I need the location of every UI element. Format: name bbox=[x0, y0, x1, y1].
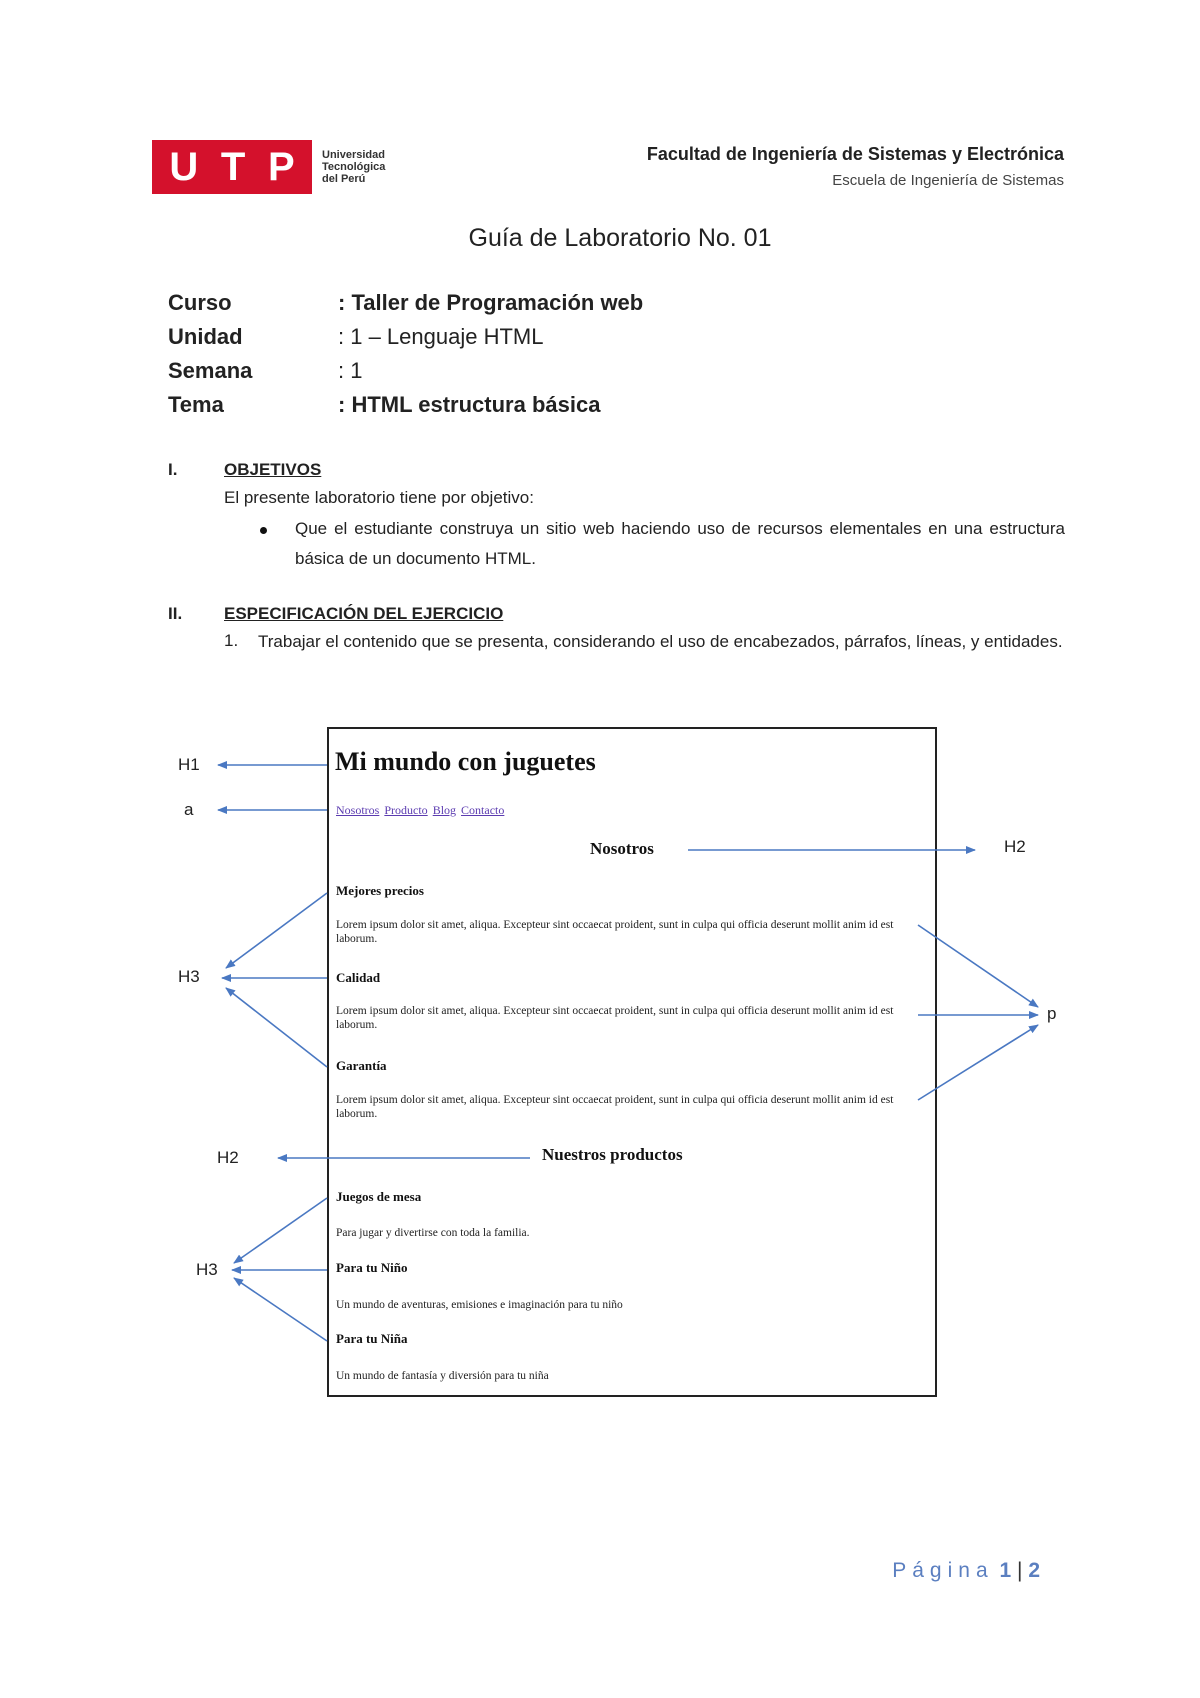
school-name: Escuela de Ingeniería de Sistemas bbox=[832, 172, 1064, 189]
info-value: : 1 bbox=[338, 358, 363, 383]
annotation-h1: H1 bbox=[178, 755, 200, 774]
page-separator: | bbox=[1017, 1559, 1023, 1582]
page-current: 1 bbox=[999, 1559, 1012, 1582]
example-p-girl: Un mundo de fantasía y diversión para tu niña bbox=[336, 1370, 549, 1382]
example-link-nosotros[interactable]: Nosotros bbox=[336, 803, 380, 817]
info-value: : HTML estructura básica bbox=[338, 392, 601, 417]
logo-text-line-2: Tecnológica bbox=[322, 161, 386, 173]
faculty-name: Facultad de Ingeniería de Sistemas y Electrónica bbox=[646, 144, 1064, 164]
example-h3-prices: Mejores precios bbox=[336, 883, 424, 898]
page-footer bbox=[892, 1559, 1040, 1583]
arrow-h3-games bbox=[234, 1198, 327, 1263]
document-title: Guía de Laboratorio No. 01 bbox=[468, 224, 772, 252]
arrow-p-3 bbox=[918, 1025, 1038, 1100]
section-number: I. bbox=[168, 460, 178, 479]
example-h2-products: Nuestros productos bbox=[542, 1145, 683, 1164]
example-link-blog[interactable]: Blog bbox=[432, 803, 457, 817]
example-h3-warranty: Garantía bbox=[336, 1058, 387, 1073]
annotation-h2-left: H2 bbox=[217, 1148, 239, 1167]
example-p-games: Para jugar y divertirse con toda la familia. bbox=[336, 1227, 530, 1239]
annotation-h3-bottom: H3 bbox=[196, 1260, 218, 1279]
example-h2-about: Nosotros bbox=[590, 839, 654, 858]
example-h3-quality: Calidad bbox=[336, 970, 381, 985]
arrow-h3-warranty bbox=[226, 988, 327, 1067]
info-label: Tema bbox=[168, 392, 224, 417]
example-h3-boy: Para tu Niño bbox=[336, 1260, 408, 1275]
example-p-3: Lorem ipsum dolor sit amet, aliqua. Excepteur sint occaecat proident, sunt in culpa qui officia deserunt mollit anim id est laborum. bbox=[336, 1094, 894, 1120]
arrow-p-1 bbox=[918, 925, 1038, 1007]
example-link-producto[interactable]: Producto bbox=[384, 803, 428, 817]
annotation-p: p bbox=[1047, 1004, 1057, 1023]
example-h1: Mi mundo con juguetes bbox=[335, 747, 596, 776]
item-number: 1. bbox=[224, 631, 239, 650]
page-word: Página bbox=[892, 1559, 994, 1582]
example-h3-girl: Para tu Niña bbox=[336, 1331, 408, 1346]
annotation-h2-right: H2 bbox=[1004, 837, 1026, 856]
page-total: 2 bbox=[1028, 1559, 1040, 1582]
annotation-a: a bbox=[184, 800, 194, 819]
info-value-main: Lenguaje HTML bbox=[386, 324, 544, 349]
annotation-h3-top: H3 bbox=[178, 967, 200, 986]
example-p-1: Lorem ipsum dolor sit amet, aliqua. Excepteur sint occaecat proident, sunt in culpa qui officia deserunt mollit anim id est laborum. bbox=[336, 919, 894, 945]
info-value: : Taller de Programación web bbox=[338, 290, 644, 315]
section-title-objectives: OBJETIVOS bbox=[224, 460, 322, 479]
example-p-2: Lorem ipsum dolor sit amet, aliqua. Excepteur sint occaecat proident, sunt in culpa qui officia deserunt mollit anim id est laborum. bbox=[336, 1005, 894, 1031]
item-text: Trabajar el contenido que se presenta, considerando el uso de encabezados, párrafos, líneas, y entidades. bbox=[258, 632, 1063, 651]
info-label: Semana bbox=[168, 358, 253, 383]
example-h3-games: Juegos de mesa bbox=[336, 1189, 422, 1204]
info-value-prefix: : 1 – bbox=[338, 324, 387, 349]
logo-letter-p: P bbox=[267, 145, 295, 189]
arrow-h3-prices bbox=[226, 893, 327, 968]
info-label: Curso bbox=[168, 290, 232, 315]
logo-text-line-1: Universidad bbox=[322, 149, 385, 161]
arrow-h3-girl bbox=[234, 1278, 327, 1341]
logo-letter-u: U bbox=[169, 145, 199, 189]
logo-letter-t: T bbox=[220, 145, 246, 189]
info-label: Unidad bbox=[168, 324, 243, 349]
objectives-intro: El presente laboratorio tiene por objetivo: bbox=[224, 488, 534, 507]
objectives-bullet: Que el estudiante construya un sitio web haciendo uso de recursos elementales en una estructura básica de un documento HTML. bbox=[295, 519, 1065, 568]
section-title-specification: ESPECIFICACIÓN DEL EJERCICIO bbox=[224, 604, 504, 623]
example-p-boy: Un mundo de aventuras, emisiones e imaginación para tu niño bbox=[336, 1299, 623, 1311]
logo-text-line-3: del Perú bbox=[322, 173, 366, 185]
example-link-contacto[interactable]: Contacto bbox=[461, 803, 505, 817]
section-number: II. bbox=[168, 604, 183, 623]
